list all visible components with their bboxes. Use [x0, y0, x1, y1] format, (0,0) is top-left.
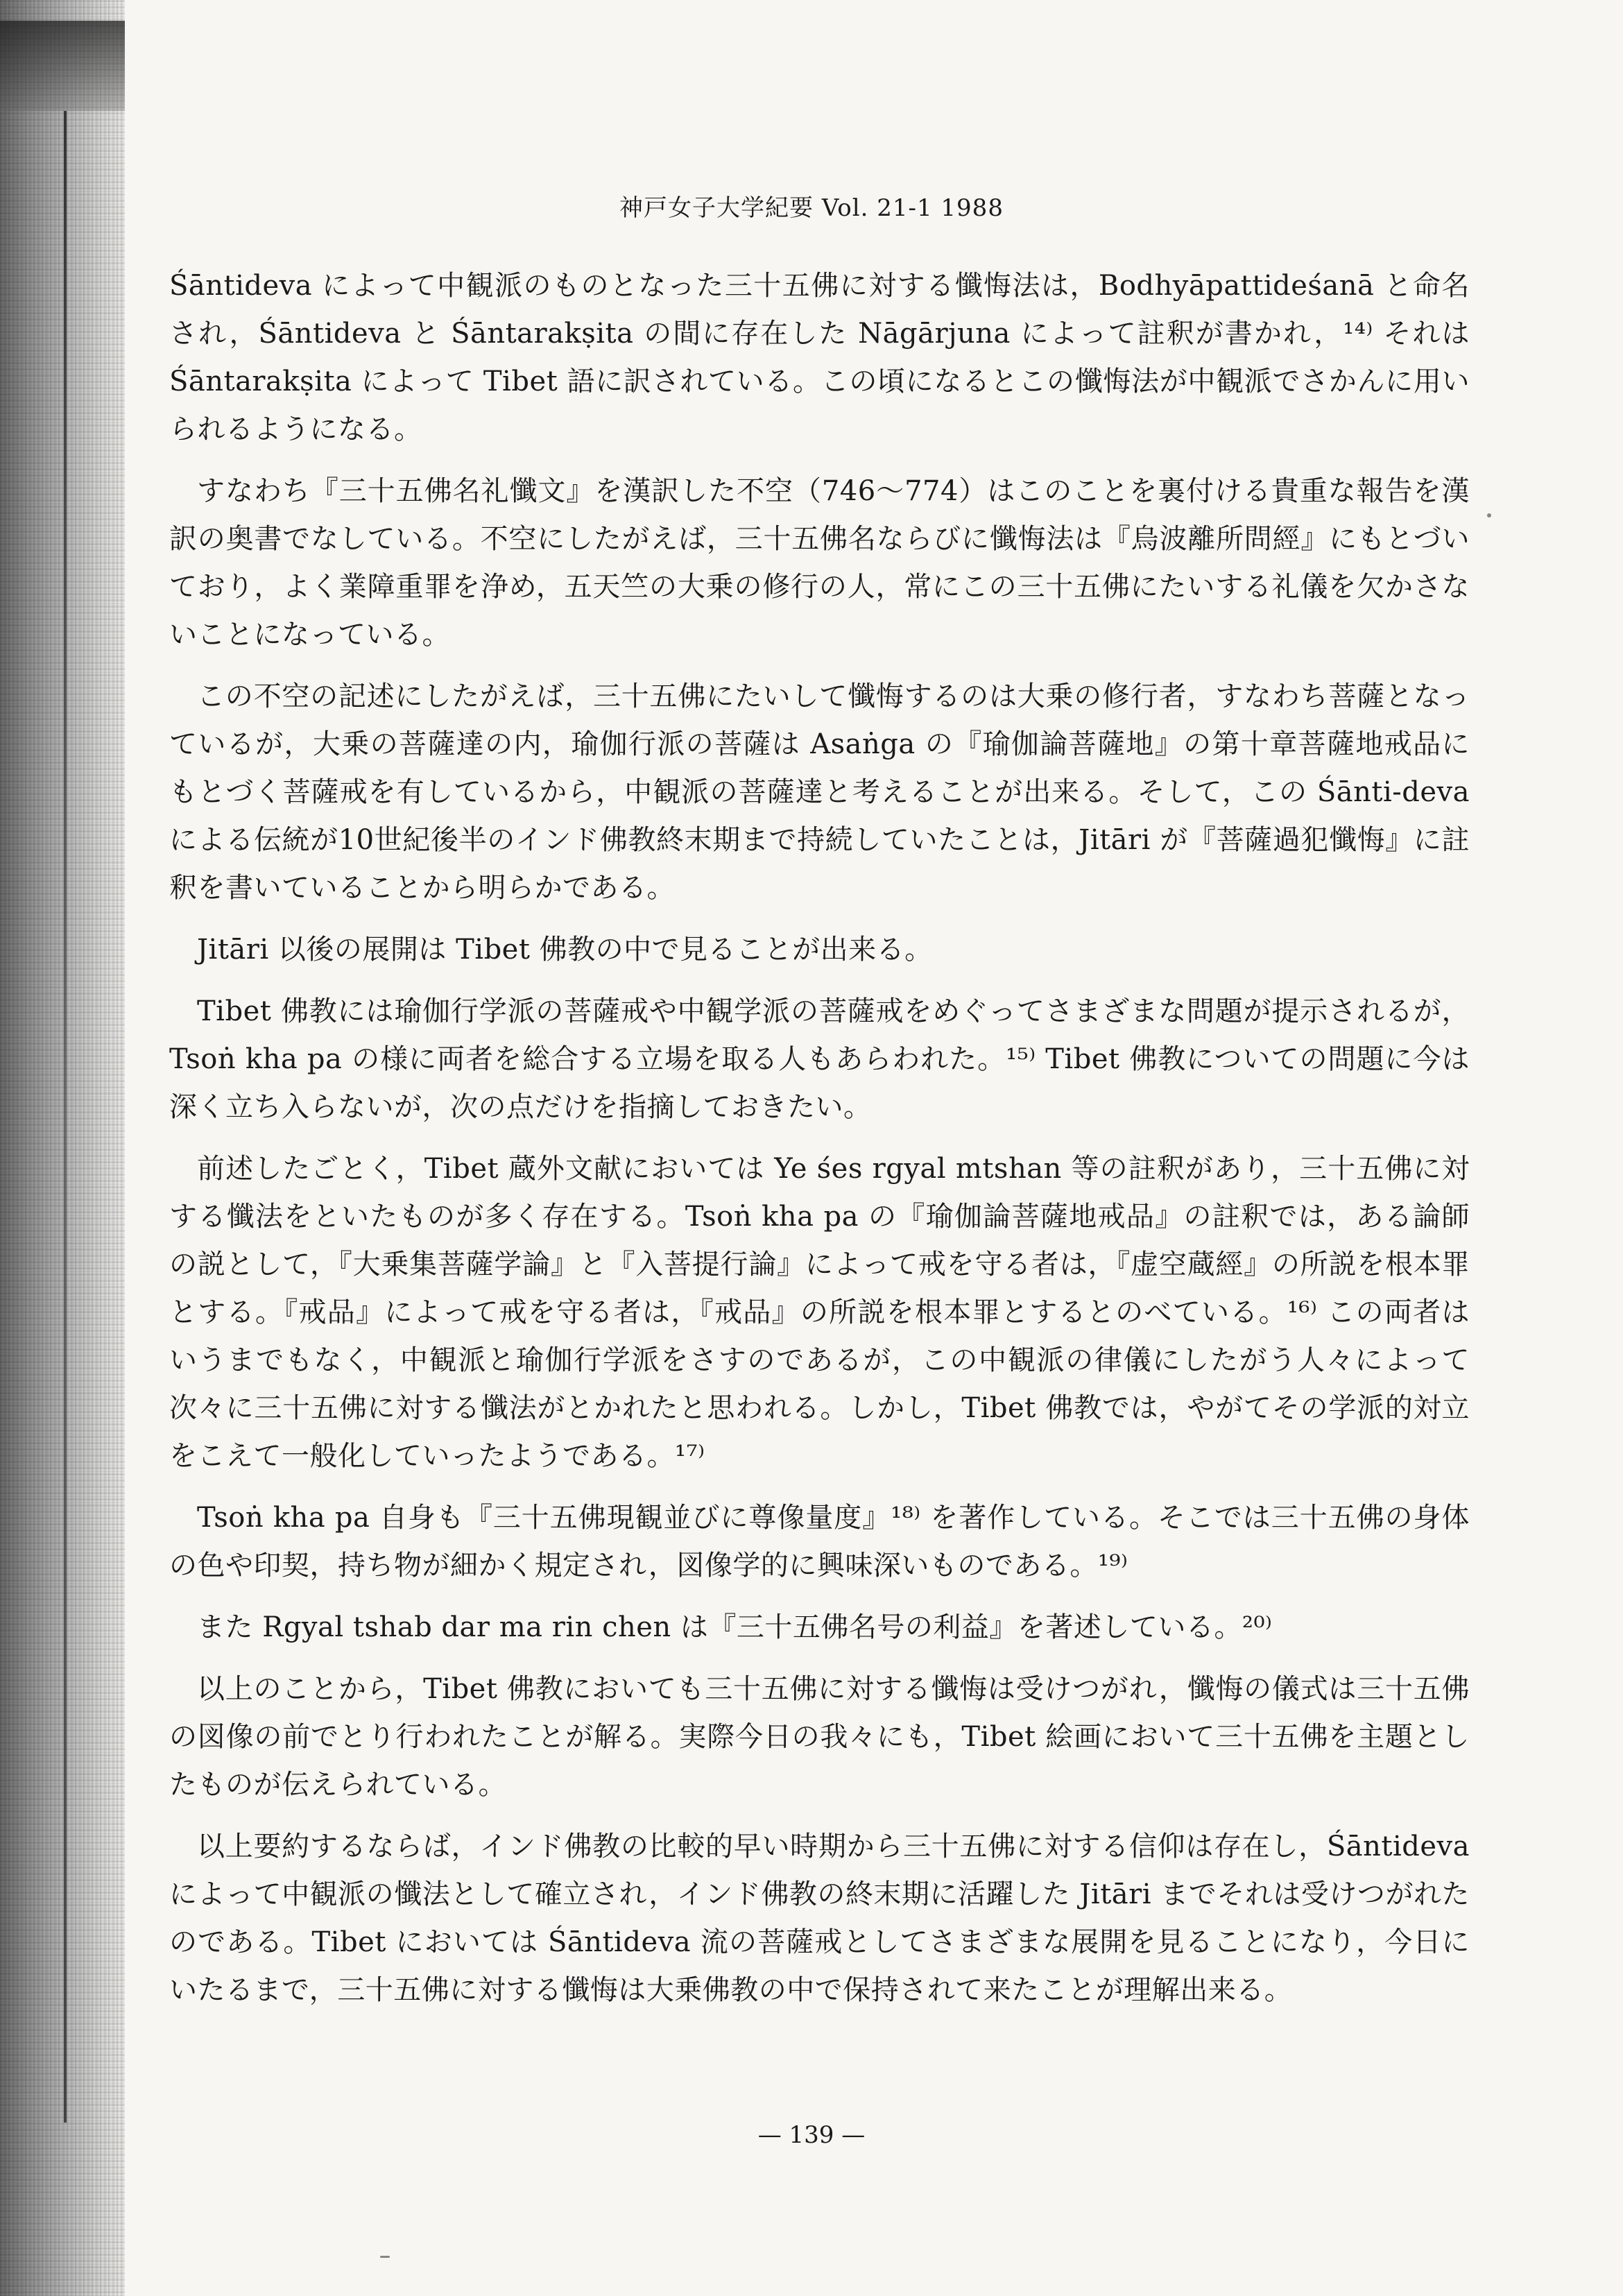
binding-edge-shadow — [0, 0, 125, 2296]
binding-shadow-top — [0, 21, 125, 111]
binding-spine-line — [64, 111, 67, 2123]
paragraph-5: Tibet 佛教には瑜伽行学派の菩薩戒や中観学派の菩薩戒をめぐってさまざまな問題が提示されるが，Tsoṅ kha pa の様に両者を総合する立場を取る人もあらわれた。¹⁵⁾ Tibet 佛教についての問題に今は深く立ち入らないが，次の点だけを指摘しておきたい。 — [169, 995, 1470, 1123]
page-number: — 139 — — [757, 2121, 866, 2149]
scan-speck — [380, 2256, 390, 2258]
paragraph-10: 以上要約するならば，インド佛教の比較的早い時期から三十五佛に対する信仰は存在し，Śāntideva によって中観派の懺法として確立され，インド佛教の終末期に活躍した Jitāri までそれは受けつがれたのである。Tibet においては Śāntideva 流の菩薩戒としてさまざまな展開を見ることになり，今日にいたるまで，三十五佛に対する懺悔は大乗佛教の中で保持されて来たことが理解出来る。 — [169, 1831, 1470, 2006]
paragraph-8: また Rgyal tshab dar ma rin chen は『三十五佛名号の利益』を著述している。²⁰⁾ — [197, 1611, 1273, 1643]
paragraph-9: 以上のことから，Tibet 佛教においても三十五佛に対する懺悔は受けつがれ，懺悔の儀式は三十五佛の図像の前でとり行われたことが解る。実際今日の我々にも，Tibet 絵画において三十五佛を主題としたものが伝えられている。 — [169, 1673, 1470, 1801]
body-text — [169, 262, 1470, 2028]
paragraph-7: Tsoṅ kha pa 自身も『三十五佛現観並びに尊像量度』¹⁸⁾ を著作している。そこでは三十五佛の身体の色や印契，持ち物が細かく規定され，図像学的に興味深いものである。¹⁹⁾ — [169, 1502, 1470, 1582]
scan-speck — [1487, 513, 1491, 517]
paragraph-3: この不空の記述にしたがえば，三十五佛にたいして懺悔するのは大乗の修行者，すなわち菩薩となっているが，大乗の菩薩達の内，瑜伽行派の菩薩は Asaṅga の『瑜伽論菩薩地』の第十章菩薩地戒品にもとづく菩薩戒を有しているから，中観派の菩薩達と考えることが出来る。そして，この Śānti-deva による伝統が10世紀後半のインド佛教終末期まで持続していたことは，Jitāri が『菩薩過犯懺悔』に註釈を書いていることから明らかである。 — [169, 680, 1470, 904]
paragraph-2: すなわち『三十五佛名礼懺文』を漢訳した不空（746〜774）はこのことを裏付ける貴重な報告を漢訳の奥書でなしている。不空にしたがえば，三十五佛名ならびに懺悔法は『烏波離所問經』にもとづいており，よく業障重罪を浄め，五天竺の大乗の修行の人，常にこの三十五佛にたいする礼儀を欠かさないことになっている。 — [169, 475, 1470, 651]
running-header: 神戸女子大学紀要 Vol. 21-1 1988 — [619, 194, 1004, 222]
paragraph-4: Jitāri 以後の展開は Tibet 佛教の中で見ることが出来る。 — [197, 934, 933, 966]
paragraph-1: Śāntideva によって中観派のものとなった三十五佛に対する懺悔法は，Bodhyāpattideśanā と命名され，Śāntideva と Śāntarakṣita の間に存在した Nāgārjuna によって註釈が書かれ，¹⁴⁾ それは Śāntarakṣita によって Tibet 語に訳されている。この頃になるとこの懺悔法が中観派でさかんに用いられるようになる。 — [169, 270, 1470, 445]
paragraph-6: 前述したごとく，Tibet 蔵外文献においては Ye śes rgyal mtshan 等の註釈があり，三十五佛に対する懺法をといたものが多く存在する。Tsoṅ kha pa の『瑜伽論菩薩地戒品』の註釈では，ある論師の説として，『大乗集菩薩学論』と『入菩提行論』によって戒を守る者は，『虚空蔵經』の所説を根本罪とする。『戒品』によって戒を守る者は，『戒品』の所説を根本罪とするとのべている。¹⁶⁾ この両者はいうまでもなく，中観派と瑜伽行学派をさすのであるが，この中観派の律儀にしたがう人々によって次々に三十五佛に対する懺法がとかれたと思われる。しかし，Tibet 佛教では，やがてその学派的対立をこえて一般化していったようである。¹⁷⁾ — [169, 1153, 1470, 1472]
